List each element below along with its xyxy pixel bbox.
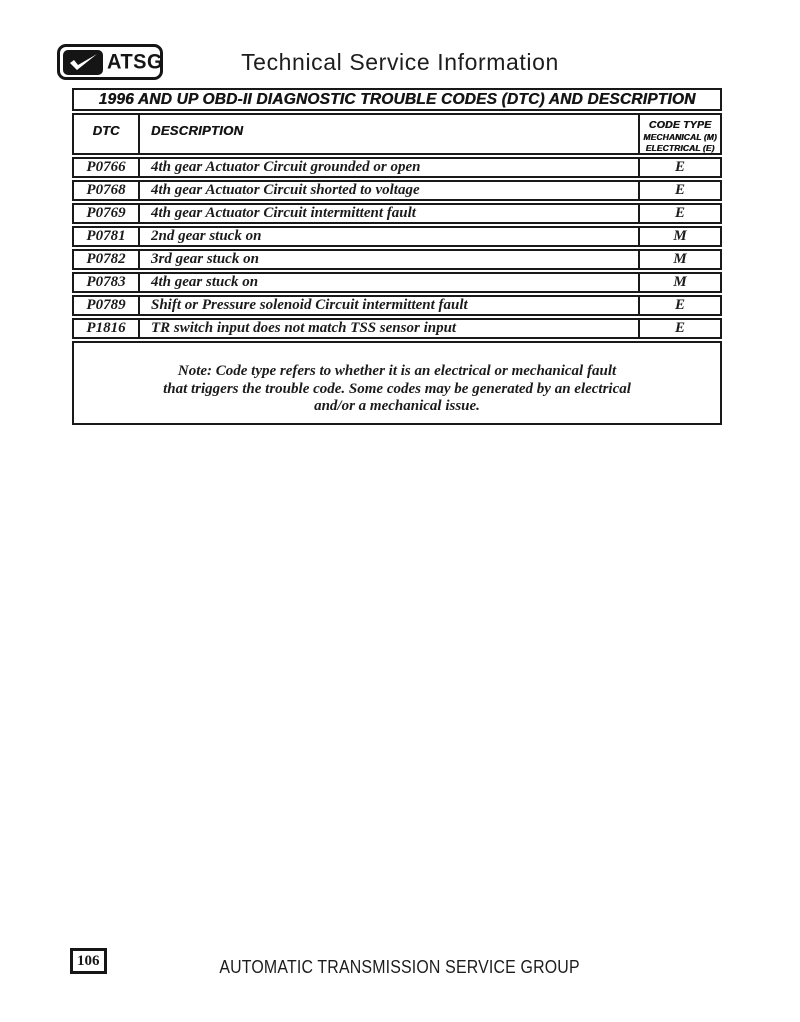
table-row xyxy=(72,203,722,224)
note-line-2: that triggers the trouble code. Some codes may be generated by an electrical xyxy=(163,380,631,397)
column-header-dtc: DTC xyxy=(72,113,140,155)
dtc-code-type-cell: E xyxy=(640,295,722,316)
code-type-electrical-label: ELECTRICAL (E) xyxy=(645,142,715,153)
table-header-row xyxy=(72,113,722,155)
dtc-code-cell: P0768 xyxy=(72,180,140,201)
table-row xyxy=(72,157,722,178)
table-row xyxy=(72,249,722,270)
table-note xyxy=(72,341,722,425)
column-header-description: DESCRIPTION xyxy=(140,113,640,155)
footer xyxy=(0,956,800,978)
atsg-logo-label: ATSG xyxy=(107,49,164,74)
dtc-code-cell: P0766 xyxy=(72,157,140,178)
dtc-code-cell: P0781 xyxy=(72,226,140,247)
table-note-row xyxy=(72,341,722,425)
footer-text: AUTOMATIC TRANSMISSION SERVICE GROUP xyxy=(219,956,581,977)
table-row xyxy=(72,295,722,316)
dtc-code-type-cell: M xyxy=(640,272,722,293)
table-row xyxy=(72,226,722,247)
table-row xyxy=(72,318,722,339)
code-type-label: CODE TYPE xyxy=(648,118,712,131)
dtc-description-cell: TR switch input does not match TSS sensor input xyxy=(140,318,640,339)
note-line-3: and/or a mechanical issue. xyxy=(314,398,480,415)
dtc-code-type-cell: E xyxy=(640,203,722,224)
page-title: Technical Service Information xyxy=(241,49,559,75)
table-row xyxy=(72,180,722,201)
dtc-description-cell: 2nd gear stuck on xyxy=(140,226,640,247)
dtc-description-cell: 3rd gear stuck on xyxy=(140,249,640,270)
dtc-code-type-cell: M xyxy=(640,226,722,247)
dtc-description-cell: 4th gear Actuator Circuit shorted to voltage xyxy=(140,180,640,201)
dtc-description-cell: 4th gear Actuator Circuit grounded or open xyxy=(140,157,640,178)
dtc-code-cell: P1816 xyxy=(72,318,140,339)
note-line-1: Note: Code type refers to whether it is an electrical or mechanical fault xyxy=(177,363,617,380)
dtc-description-cell: 4th gear Actuator Circuit intermittent fault xyxy=(140,203,640,224)
dtc-description-cell: Shift or Pressure solenoid Circuit intermittent fault xyxy=(140,295,640,316)
column-header-code-type xyxy=(640,113,722,155)
dtc-code-cell: P0789 xyxy=(72,295,140,316)
dtc-table xyxy=(72,86,722,427)
table-row xyxy=(72,272,722,293)
dtc-code-type-cell: E xyxy=(640,180,722,201)
table-title: 1996 AND UP OBD-II DIAGNOSTIC TROUBLE CODES (DTC) AND DESCRIPTION xyxy=(72,88,722,111)
dtc-code-cell: P0782 xyxy=(72,249,140,270)
dtc-description-cell: 4th gear stuck on xyxy=(140,272,640,293)
dtc-code-cell: P0769 xyxy=(72,203,140,224)
code-type-mechanical-label: MECHANICAL (M) xyxy=(643,131,717,142)
dtc-code-type-cell: E xyxy=(640,318,722,339)
table-title-row xyxy=(72,88,722,111)
page-number-badge: 106 xyxy=(70,948,107,974)
dtc-code-cell: P0783 xyxy=(72,272,140,293)
dtc-code-type-cell: M xyxy=(640,249,722,270)
dtc-code-type-cell: E xyxy=(640,157,722,178)
